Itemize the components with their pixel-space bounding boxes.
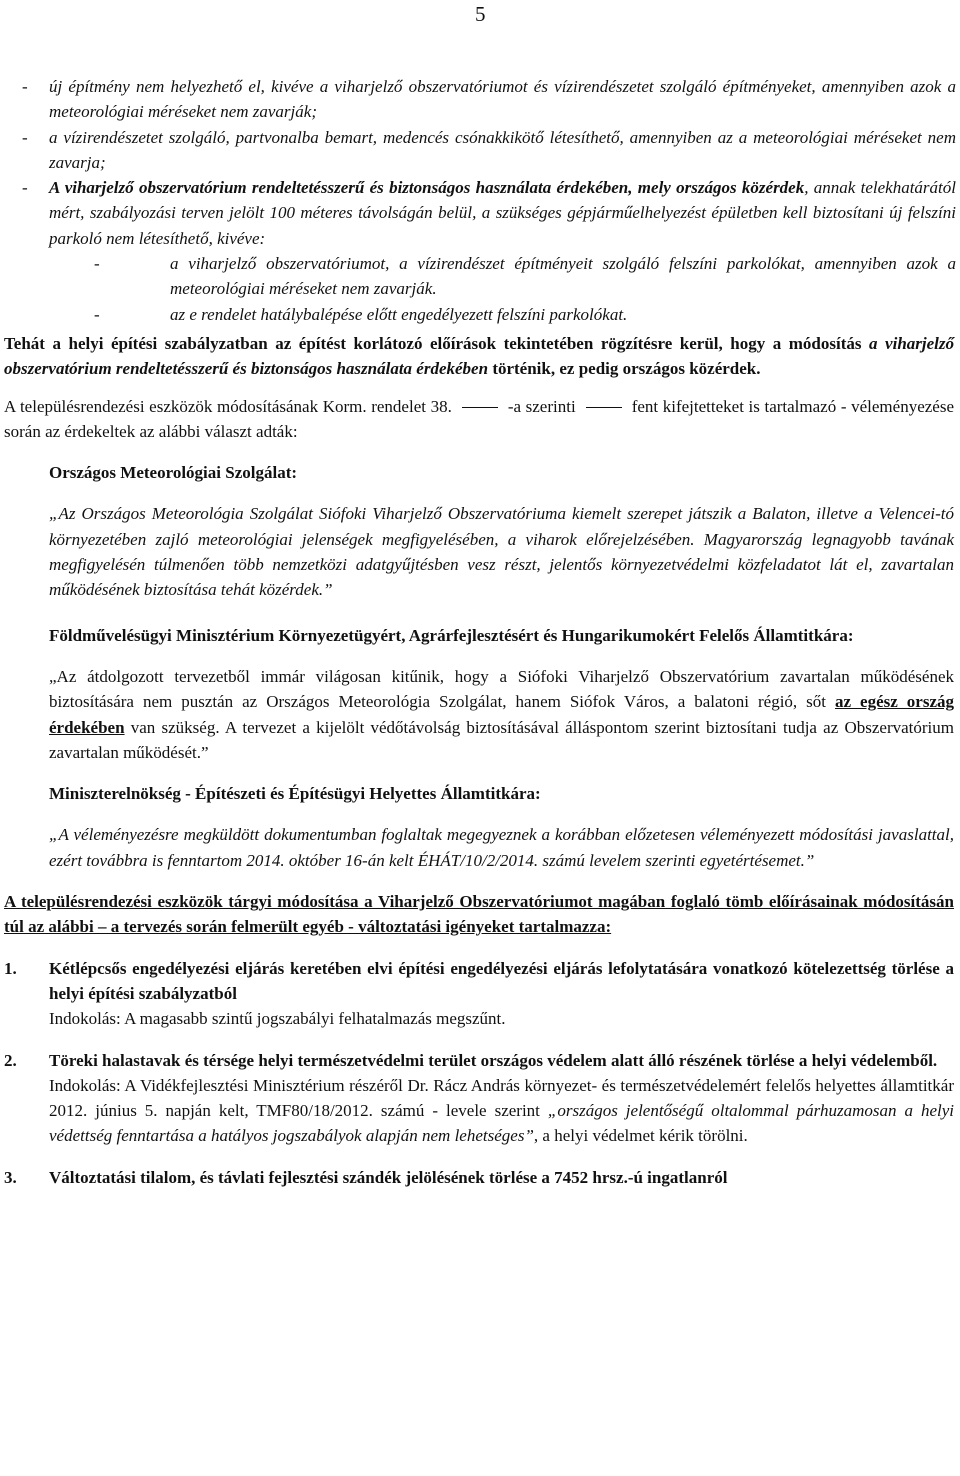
dash-line: [586, 407, 622, 408]
dash-line: [462, 407, 498, 408]
intro-text: -a szerinti: [507, 396, 576, 416]
item-number: 3.: [4, 1167, 17, 1187]
bullet-dash: -: [94, 254, 100, 274]
fm-quote: [0, 664, 960, 765]
sub-list-item-text: a viharjelző obszervatóriumot, a vízirendészet építményeit szolgáló felszíni parkolókat, amennyiben azok a meteorológiai méréseket nem zavarják.: [170, 254, 956, 299]
numbered-item: [0, 1165, 960, 1190]
item-title: Kétlépcsős engedélyezési eljárás keretében elvi építési engedélyezési eljárás lefolytatására vonatkozó kötelezettség törlése a helyi építési szabályzatból: [49, 958, 954, 1003]
section-heading: A településrendezési eszközök tárgyi módosítása a Viharjelző Obszervatóriumot magában foglaló tömb előírásainak módosításán túl az alábbi – a tervezés során felmerült egyéb - változtatási igényeket tartalmazza:: [4, 892, 954, 937]
item-title: Változtatási tilalom, és távlati fejlesztési szándék jelölésének törlése a 7452 hrsz.-ú ingatlanról: [49, 1167, 728, 1187]
fm-heading: Földművelésügyi Minisztérium Környezetügyért, Agrárfejlesztésért és Hungarikumokért Felelős Államtitkára:: [49, 625, 854, 645]
list-item-text: a vízirendészetet szolgáló, partvonalba bemart, medencés csónakkikötő létesíthető, amennyiben az a meteorológiai méréseket nem zavarja;: [49, 127, 956, 172]
omsz-quote: „Az Országos Meteorológia Szolgálat Siófoki Viharjelző Obszervatóriuma kiemelt szerepet játszik a Balaton, illetve a Velencei-tó környezetében zajló meteorológiai jelenségek megfigyelésében, a viharok előrejelzésében. Magyarország legnagyobb tavának megfigyelésén túlmenően több nemzetközi adatgyűjtésben vesz részt, jelentős környezetvédelmi közfeladatot lát el, zavartalan működésének biztosítása tehát közérdek.”: [49, 504, 954, 600]
fm-quote-emphasis: az egész ország érdekében: [49, 692, 954, 737]
item-number: 1.: [4, 958, 17, 978]
bullet-dash: -: [22, 127, 28, 147]
list-item-text: , annak telekhatárától mért, szabályozási terven jelölt 100 méteres távolságán belül, a szükséges gépjárműelhelyezést épületben kell biztosítani új felszíni parkoló nem létesíthető, kivéve:: [49, 178, 956, 248]
summary-text: Tehát a helyi építési szabályzatban az építést korlátozó előírások tekintetében rögzítésre kerül, hogy a módosítás: [4, 333, 870, 353]
fm-quote-text: van szükség. A tervezet a kijelölt védőtávolság biztosításával álláspontom szerint biztosítani tudja az Obszervatórium zavartalan működését.”: [49, 717, 954, 762]
item-reason-text: Indokolás: A Vidékfejlesztési Minisztérium részéről Dr. Rácz András környezet- és természetvédelemért felelős helyettes államtitkár 2012. június 5. napján kelt, TMF80/18/2012. számú - levele szerint: [49, 1075, 954, 1121]
bullet-dash: -: [22, 77, 28, 96]
summary-text: történik, ez pedig országos közérdek.: [488, 359, 761, 379]
intro-text: A településrendezési eszközök módosításának Korm. rendelet 38.: [4, 396, 452, 416]
bullet-dash: -: [94, 304, 100, 324]
summary-paragraph: [0, 331, 960, 382]
bullet-dash: -: [22, 178, 28, 198]
sub-list-item: [0, 251, 960, 302]
document-body: [0, 74, 960, 1190]
intro-paragraph: [0, 394, 960, 445]
fm-quote-text: „Az átdolgozott tervezetből immár világosan kitűnik, hogy a Siófoki Viharjelző Obszervatórium zavartalan működésének biztosítására nem pusztán az Országos Meteorológia Szolgálat, hanem Siófok Város, a balatoni régió, sőt: [49, 666, 954, 712]
list-item-parking: [0, 175, 960, 251]
item-reason-text: , a helyi védelmet kérik törölni.: [533, 1126, 748, 1146]
sub-list-item: [0, 302, 960, 327]
list-item-bold-text: A viharjelző obszervatórium rendeltetésszerű és biztonságos használata érdekében, mely országos közérdek: [49, 178, 805, 198]
me-heading: Miniszterelnökség - Építészeti és Építésügyi Helyettes Államtitkára:: [49, 784, 541, 804]
omsz-heading: Országos Meteorológiai Szolgálat:: [49, 463, 298, 483]
list-item: [0, 74, 960, 125]
numbered-item: [0, 1048, 960, 1149]
page-number: 5: [475, 2, 486, 26]
list-item: [0, 125, 960, 176]
summary-italic-text: a viharjelző obszervatórium rendeltetésszerű és biztonságos használata érdekében: [4, 333, 954, 379]
sub-list-item-text: az e rendelet hatálybalépése előtt engedélyezett felszíni parkolókat.: [170, 304, 628, 324]
item-title: Töreki halastavak és térsége helyi természetvédelmi terület országos védelem alatt álló részének törlése a helyi védelemből.: [49, 1050, 938, 1070]
item-reason-quote: „országos jelentőségű oltalommal párhuzamosan a helyi védettség fenntartása a hatályos jogszabályok alapján nem lehetséges”: [49, 1101, 954, 1146]
item-reason: [49, 1073, 954, 1149]
numbered-item: [0, 956, 960, 1032]
intro-text: fent kifejtetteket is tartalmazó - véleményezése során az érdekeltek az alábbi választ adták:: [4, 396, 954, 441]
item-number: 2.: [4, 1050, 17, 1070]
me-quote: „A véleményezésre megküldött dokumentumban foglaltak megegyeznek a korábban előzetesen véleményezett módosítási javaslattal, ezért továbbra is fenntartom 2014. október 16-án kelt ÉHÁT/10/2/2014. számú levelem szerinti egyetértésemet.”: [49, 825, 954, 870]
item-reason: Indokolás: A magasabb szintű jogszabályi felhatalmazás megszűnt.: [49, 1009, 506, 1029]
list-item-text: új építmény nem helyezhető el, kivéve a viharjelző obszervatóriumot és vízirendészetet szolgáló építményeket, amennyiben azok a meteorológiai méréseket nem zavarják;: [49, 77, 956, 122]
